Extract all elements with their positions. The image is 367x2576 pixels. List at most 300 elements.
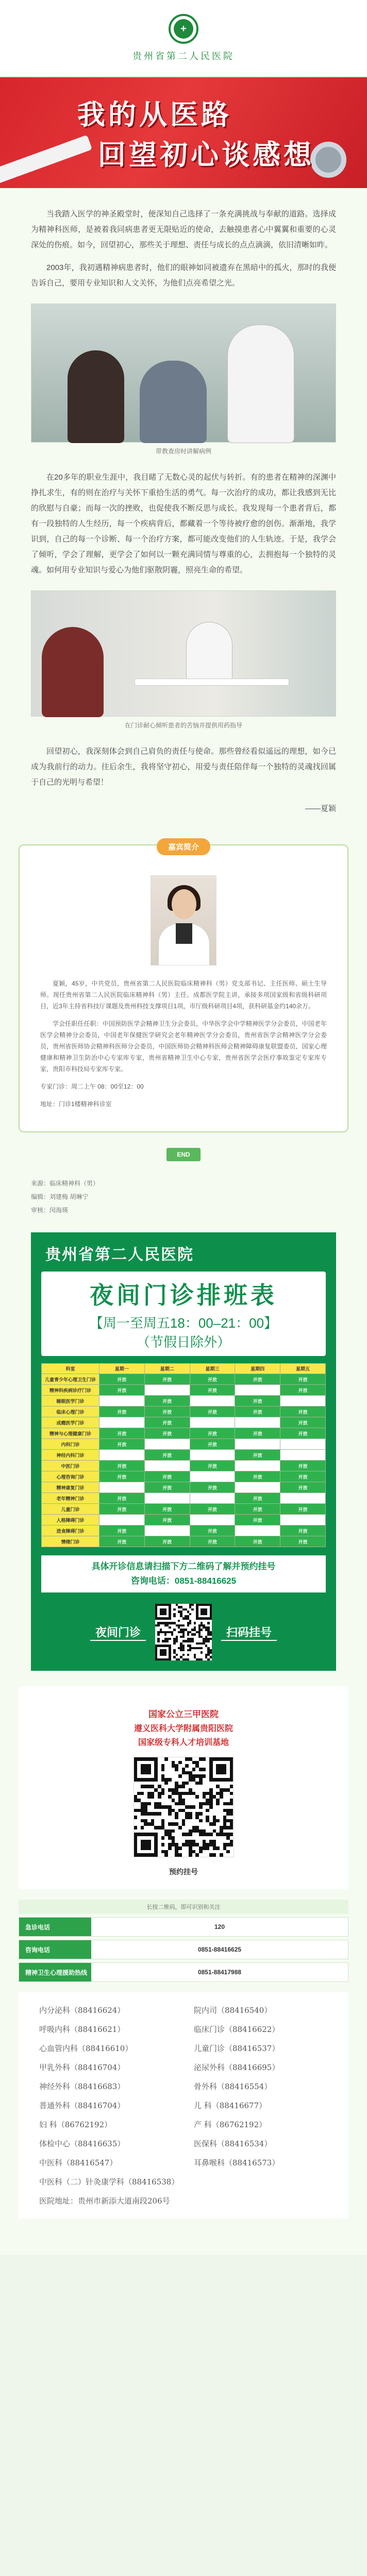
qr-module [213, 1816, 216, 1819]
qr-module [191, 1608, 193, 1611]
department-phone[interactable]: 心血管内科（88416610） [39, 2044, 133, 2053]
department-phone[interactable]: 产 科（86762192） [194, 2120, 267, 2129]
qr-module [230, 1812, 233, 1816]
schedule-cell [280, 1396, 326, 1406]
schedule-cell [235, 1417, 280, 1428]
article-body-3 [0, 744, 367, 803]
qr-module [172, 1836, 175, 1840]
qr-module [182, 1819, 186, 1823]
qr-module [189, 1850, 192, 1854]
qr-module [178, 1802, 182, 1806]
schedule-table [41, 1363, 326, 1547]
qr-module [175, 1802, 178, 1806]
credit-source: 来源：临床精神科（男） [31, 1180, 99, 1187]
qr-module [168, 1809, 172, 1812]
department-phone[interactable]: 中医科（88416547） [39, 2158, 118, 2167]
qr-finder [141, 1840, 151, 1850]
qr-module [209, 1833, 213, 1836]
qr-module [158, 1805, 161, 1809]
schedule-cell: 开放 [235, 1396, 280, 1406]
schedule-cell: 开放 [99, 1504, 145, 1515]
department-phone[interactable]: 耳鼻喉科（88416573） [194, 2158, 280, 2167]
qr-module [195, 1774, 199, 1778]
department-phone[interactable]: 呼吸内科（88416621） [39, 2025, 125, 2034]
qr-module [158, 1792, 161, 1795]
schedule-cell: 开放 [144, 1406, 190, 1417]
qr-module [172, 1809, 175, 1812]
banner-title-line1: 我的从医路 [77, 98, 232, 131]
qr-module [175, 1816, 178, 1819]
stethoscope-illustration [310, 142, 346, 178]
department-phone[interactable]: 院内司（88416540） [194, 2006, 272, 2015]
department-phone[interactable]: 普通外科（88416704） [39, 2101, 125, 2110]
qr-module [199, 1782, 203, 1785]
qr-module [195, 1853, 199, 1857]
qr-module [226, 1833, 230, 1836]
department-cell: 精神康复门诊 [42, 1482, 99, 1493]
qr-module [213, 1840, 216, 1843]
qr-module [182, 1649, 185, 1651]
schedule-cell: 开放 [280, 1526, 326, 1536]
schedule-cell: 开放 [190, 1526, 235, 1536]
qr-module [178, 1761, 182, 1765]
qr-module [201, 1658, 203, 1660]
article-paragraph: 2003年，我初遇精神病患者时，他们的眼神如同被遗弃在黑暗中的孤火，那时的我便告诉自己，要用专业知识和人文关怀，为他们点亮希望之光。 [31, 263, 336, 287]
schedule-cell [99, 1515, 145, 1526]
table-header-row [42, 1364, 326, 1374]
hotline-row [19, 1917, 348, 1937]
qr-module [175, 1850, 178, 1854]
hero-banner [0, 77, 367, 188]
qr-module [207, 1658, 209, 1660]
department-phone[interactable]: 儿 科（88416677） [194, 2101, 267, 2110]
qr-module [185, 1805, 189, 1809]
schedule-cell: 开放 [190, 1428, 235, 1439]
qr-module [164, 1853, 168, 1857]
qr-module [176, 1640, 178, 1642]
qr-module [182, 1822, 186, 1826]
credit-editor: 编辑：刘建梅 胡琳宁 [31, 1193, 89, 1200]
qr-module [185, 1771, 189, 1775]
schedule-cell [99, 1482, 145, 1493]
qr-module [194, 1633, 196, 1635]
schedule-cell: 开放 [99, 1461, 145, 1471]
hospital-logo [169, 14, 198, 44]
night-clinic-qr-code[interactable] [155, 1604, 212, 1660]
qr-module [161, 1764, 165, 1768]
qr-module [199, 1846, 203, 1850]
schedule-header [41, 1272, 326, 1356]
table-column-header: 星期五 [280, 1364, 326, 1374]
schedule-cell [190, 1450, 235, 1461]
registration-qr-code[interactable] [134, 1757, 234, 1857]
qr-module [206, 1819, 209, 1823]
table-row [42, 1428, 326, 1439]
qr-module [203, 1757, 206, 1761]
qr-module [172, 1840, 175, 1843]
qr-module [199, 1774, 203, 1778]
intro-society: 学会任职任任职：中国预防医学会精神卫生分会委员，中华医学会中学精神医学分会委员，中国老年医学会精神分会委员，中国老年保健医学研究会老年精神医学分会委员，贵州省医学会精神医学分会委员，贵州省医师协会精神科医师分会委员，中国医师协会精神科医师会精神障碍康复联盟委员，国家心理健康和精神卫生防治中心专家库专家，贵州省精神卫生中心专家，贵州省医学会医疗事故鉴定专家库专家，贵阳市科技局专家库专家。 [40, 1020, 327, 1073]
qr-module [175, 1822, 178, 1826]
schedule-cell: 开放 [144, 1536, 190, 1547]
qr-module [161, 1774, 165, 1778]
qr-module [223, 1809, 227, 1812]
schedule-headline: 夜间门诊排班表 [90, 1281, 277, 1309]
department-cell: 进食障碍门诊 [42, 1526, 99, 1536]
qr-module [168, 1822, 172, 1826]
qr-module [199, 1802, 203, 1806]
schedule-cell [190, 1493, 235, 1504]
doctor-figure [186, 622, 232, 684]
qr-module [216, 1833, 220, 1836]
qr-module [189, 1788, 192, 1792]
qr-module [168, 1846, 172, 1850]
qr-module [189, 1792, 192, 1795]
qr-module [178, 1853, 182, 1857]
qr-module [173, 1642, 175, 1645]
table-column-header: 科室 [42, 1364, 99, 1374]
qr-module [168, 1778, 172, 1782]
hotlines [19, 1900, 348, 1982]
schedule-footer [41, 1555, 326, 1592]
schedule-cell: 开放 [190, 1374, 235, 1385]
desk [135, 679, 289, 686]
table-row [42, 1482, 326, 1493]
qr-module [175, 1782, 178, 1785]
qr-module [185, 1764, 189, 1768]
qr-module [203, 1840, 206, 1843]
qr-module [189, 1853, 192, 1857]
qr-module [226, 1812, 230, 1816]
qr-module [189, 1812, 192, 1816]
qr-module [192, 1840, 196, 1843]
qr-module [189, 1649, 191, 1651]
qr-module [195, 1816, 199, 1819]
schedule-cell [235, 1482, 280, 1493]
qr-module [144, 1805, 147, 1809]
qr-module [201, 1629, 203, 1631]
schedule-cell: 开放 [144, 1504, 190, 1515]
qr-module [203, 1802, 206, 1806]
qr-module [137, 1809, 141, 1812]
schedule-cell [235, 1439, 280, 1450]
qr-module [230, 1809, 233, 1812]
schedule-qr-row [31, 1604, 336, 1660]
schedule-cell [235, 1461, 280, 1471]
qr-module [223, 1846, 227, 1850]
qr-module [206, 1846, 209, 1850]
department-phone[interactable]: 甲乳外科（88416704） [39, 2063, 125, 2072]
qr-module [182, 1771, 186, 1775]
qr-module [158, 1802, 161, 1806]
qr-module [199, 1850, 203, 1854]
schedule-cell [235, 1385, 280, 1396]
qr-module [178, 1809, 182, 1812]
department-phone[interactable]: 临床门诊（88416622） [194, 2025, 280, 2034]
table-row [42, 1493, 326, 1504]
qr-module [173, 1608, 175, 1611]
department-cell: 儿童门诊 [42, 1504, 99, 1515]
table-column-header: 星期二 [144, 1364, 190, 1374]
qr-module [164, 1850, 168, 1854]
qr-module [210, 1633, 212, 1635]
person-figure [68, 350, 124, 443]
qr-module [209, 1805, 213, 1809]
qr-module [230, 1819, 233, 1823]
hotline-label: 急诊电话 [19, 1918, 91, 1936]
schedule-cell: 开放 [190, 1536, 235, 1547]
qr-module [168, 1795, 172, 1799]
qr-module [164, 1782, 168, 1785]
schedule-cell: 开放 [144, 1450, 190, 1461]
qr-module [172, 1829, 175, 1833]
department-cell: 精神科疾病诊疗门诊 [42, 1385, 99, 1396]
qr-module [209, 1822, 213, 1826]
qr-module [206, 1833, 209, 1836]
qr-module [168, 1788, 172, 1792]
qr-module [191, 1604, 193, 1606]
qr-module [168, 1805, 172, 1809]
schedule-cell: 开放 [144, 1515, 190, 1526]
qr-module [141, 1812, 144, 1816]
department-phone[interactable]: 骨外科（88416554） [194, 2082, 272, 2091]
table-row [42, 1515, 326, 1526]
portrait-face [172, 889, 196, 919]
schedule-cell [144, 1526, 190, 1536]
qr-module [223, 1843, 227, 1846]
qr-module [178, 1774, 182, 1778]
qr-module [173, 1615, 175, 1617]
table-row [42, 1450, 326, 1461]
schedule-cell: 开放 [235, 1504, 280, 1515]
schedule-cell [144, 1493, 190, 1504]
qr-module [220, 1829, 223, 1833]
qr-module [175, 1764, 178, 1768]
schedule-cell [190, 1396, 235, 1406]
qr-module [164, 1778, 168, 1782]
table-row [42, 1471, 326, 1482]
qr-module [194, 1622, 196, 1624]
qr-module [226, 1802, 230, 1806]
qr-module [144, 1812, 147, 1816]
qr-module [230, 1802, 233, 1806]
department-phone[interactable]: 医保科（88416534） [194, 2139, 272, 2148]
qr-module [178, 1785, 182, 1788]
qr-module [161, 1792, 165, 1795]
qr-module [161, 1778, 165, 1782]
qr-module [182, 1785, 186, 1788]
schedule-cell [99, 1450, 145, 1461]
qr-module [166, 1640, 169, 1642]
qr-module [216, 1792, 220, 1795]
qr-module [182, 1802, 186, 1806]
schedule-cell: 开放 [280, 1461, 326, 1471]
department-cell: 睡眠医学门诊 [42, 1396, 99, 1406]
qr-module [185, 1840, 189, 1843]
qr-module [182, 1624, 185, 1626]
qr-module [195, 1843, 199, 1846]
department-phone[interactable]: 体检中心（88416635） [39, 2139, 125, 2148]
night-clinic-label: 夜间门诊 [90, 1624, 146, 1641]
qr-module [189, 1774, 192, 1778]
qr-module [206, 1799, 209, 1802]
qr-module [192, 1843, 196, 1846]
qr-module [178, 1620, 180, 1622]
qr-module [175, 1768, 178, 1771]
qr-module [161, 1819, 165, 1823]
intro-text [40, 978, 327, 1110]
qr-module [187, 1658, 189, 1660]
intro-bio: 夏颖，45岁，中共党员，贵州省第二人民医院临床精神科（男）党支部书记、主任医师、硕士生导师。现任贵州省第二人民医院临床精神科（男）主任。成都医学院主讲，承接多项国家级和省级科研项目，近3年主持省科技厅课题及贵州科技支撑项目1项，市厅级科研项目4项，获科研基金约140余万。 [40, 980, 327, 1010]
department-cell: 人格障碍门诊 [42, 1515, 99, 1526]
schedule-cell: 开放 [144, 1396, 190, 1406]
qr-module [161, 1826, 165, 1829]
schedule-cell: 开放 [144, 1482, 190, 1493]
qr-module [203, 1846, 206, 1850]
qr-module [182, 1809, 186, 1812]
department-cell: 老年精神门诊 [42, 1493, 99, 1504]
guest-intro-card [19, 844, 348, 1132]
reg-line1: 国家公立三甲医院 [148, 1709, 219, 1719]
logo-cross-icon: + [174, 19, 193, 39]
qr-module [182, 1636, 185, 1638]
article-body-2 [0, 470, 367, 590]
qr-module [182, 1782, 186, 1785]
qr-module [151, 1812, 155, 1816]
qr-module [178, 1658, 180, 1660]
qr-finder [160, 1649, 166, 1656]
qr-module [207, 1622, 209, 1624]
qr-module [161, 1788, 165, 1792]
qr-module [185, 1792, 189, 1795]
qr-module [168, 1812, 172, 1816]
schedule-cell: 开放 [235, 1450, 280, 1461]
schedule-cell [280, 1450, 326, 1461]
qr-module [147, 1802, 151, 1806]
qr-module [189, 1833, 192, 1836]
department-cell: 神经内科门诊 [42, 1450, 99, 1461]
qr-module [192, 1761, 196, 1765]
schedule-cell: 开放 [144, 1471, 190, 1482]
qr-module [141, 1785, 144, 1788]
qr-module [192, 1826, 196, 1829]
department-phone[interactable]: 内分泌科（88416624） [39, 2006, 125, 2015]
department-phone[interactable]: 儿童门诊（88416537） [194, 2044, 280, 2053]
schedule-cell [99, 1396, 145, 1406]
qr-module [189, 1840, 192, 1843]
qr-module [182, 1799, 186, 1802]
hotline-number[interactable]: 0851-88416625 [197, 1946, 242, 1953]
credits [0, 1177, 367, 1227]
table-row [42, 1406, 326, 1417]
qr-module [203, 1829, 206, 1833]
qr-module [154, 1826, 158, 1829]
qr-module [220, 1792, 223, 1795]
table-column-header: 星期三 [190, 1364, 235, 1374]
page-header [0, 0, 367, 77]
qr-module [141, 1805, 144, 1809]
qr-module [203, 1833, 206, 1836]
qr-module [209, 1795, 213, 1799]
department-phone[interactable]: 妇 科（86762192） [39, 2120, 112, 2129]
qr-module [195, 1761, 199, 1765]
qr-module [185, 1757, 189, 1761]
qr-module [192, 1850, 196, 1854]
ward-round-photo [31, 303, 336, 443]
article-paragraph: 回望初心，我深刻体会到自己肩负的责任与使命。那些曾经看似遥远的理想，如今已成为我前行的动力。往后余生，我将坚守初心，用爱与责任陪伴每一个独特的灵魂找回属于自己的光明与希望！ [31, 747, 336, 787]
schedule-cell: 开放 [144, 1417, 190, 1428]
qr-module [178, 1792, 182, 1795]
qr-module [147, 1822, 151, 1826]
hotline-number[interactable]: 0851-88417988 [197, 1969, 242, 1976]
qr-module [192, 1778, 196, 1782]
schedule-cell [190, 1471, 235, 1482]
qr-module [216, 1785, 220, 1788]
qr-module [172, 1799, 175, 1802]
department-phone[interactable]: 神经外科（88416683） [39, 2082, 125, 2091]
qr-module [230, 1792, 233, 1795]
qr-module [199, 1778, 203, 1782]
table-column-header: 星期一 [99, 1364, 145, 1374]
doctor-figure [227, 325, 294, 443]
schedule-cell: 开放 [280, 1385, 326, 1396]
schedule-cell [144, 1439, 190, 1450]
qr-module [209, 1788, 213, 1792]
qr-finder [216, 1764, 226, 1774]
schedule-cell [144, 1461, 190, 1471]
department-phones [19, 1992, 348, 2218]
schedule-cell [280, 1439, 326, 1450]
qr-module [144, 1785, 147, 1788]
department-cell: 临床心理门诊 [42, 1406, 99, 1417]
qr-module [209, 1840, 213, 1843]
qr-module [137, 1792, 141, 1795]
qr-module [192, 1774, 196, 1778]
qr-finder [201, 1608, 207, 1615]
qr-module [213, 1843, 216, 1846]
qr-module [203, 1774, 206, 1778]
qr-module [141, 1819, 144, 1823]
qr-module [206, 1792, 209, 1795]
qr-module [213, 1829, 216, 1833]
qr-module [230, 1822, 233, 1826]
qr-module [187, 1654, 189, 1656]
qr-module [161, 1805, 165, 1809]
qr-module [158, 1785, 161, 1788]
qr-module [134, 1809, 138, 1812]
qr-module [189, 1805, 192, 1809]
qr-module [220, 1788, 223, 1792]
schedule-cell [144, 1385, 190, 1396]
schedule-cell: 开放 [235, 1515, 280, 1526]
qr-module [201, 1647, 203, 1649]
department-phone[interactable]: 中医科（二）针灸康学科（88416538） [39, 2177, 179, 2187]
department-cell: 儿童青少年心理卫生门诊 [42, 1374, 99, 1385]
hotline-number[interactable]: 120 [214, 1923, 225, 1930]
qr-module [226, 1819, 230, 1823]
qr-module [158, 1795, 161, 1799]
qr-module [185, 1782, 189, 1785]
qr-module [182, 1792, 186, 1795]
qr-module [199, 1812, 203, 1816]
night-clinic-schedule [31, 1232, 336, 1671]
qr-module [144, 1809, 147, 1812]
schedule-cell: 开放 [235, 1536, 280, 1547]
qr-module [141, 1826, 144, 1829]
registration-subtitle: 预约挂号 [169, 1868, 198, 1876]
qr-module [223, 1802, 227, 1806]
department-phone[interactable]: 泌尿外科（88416695） [194, 2063, 280, 2072]
